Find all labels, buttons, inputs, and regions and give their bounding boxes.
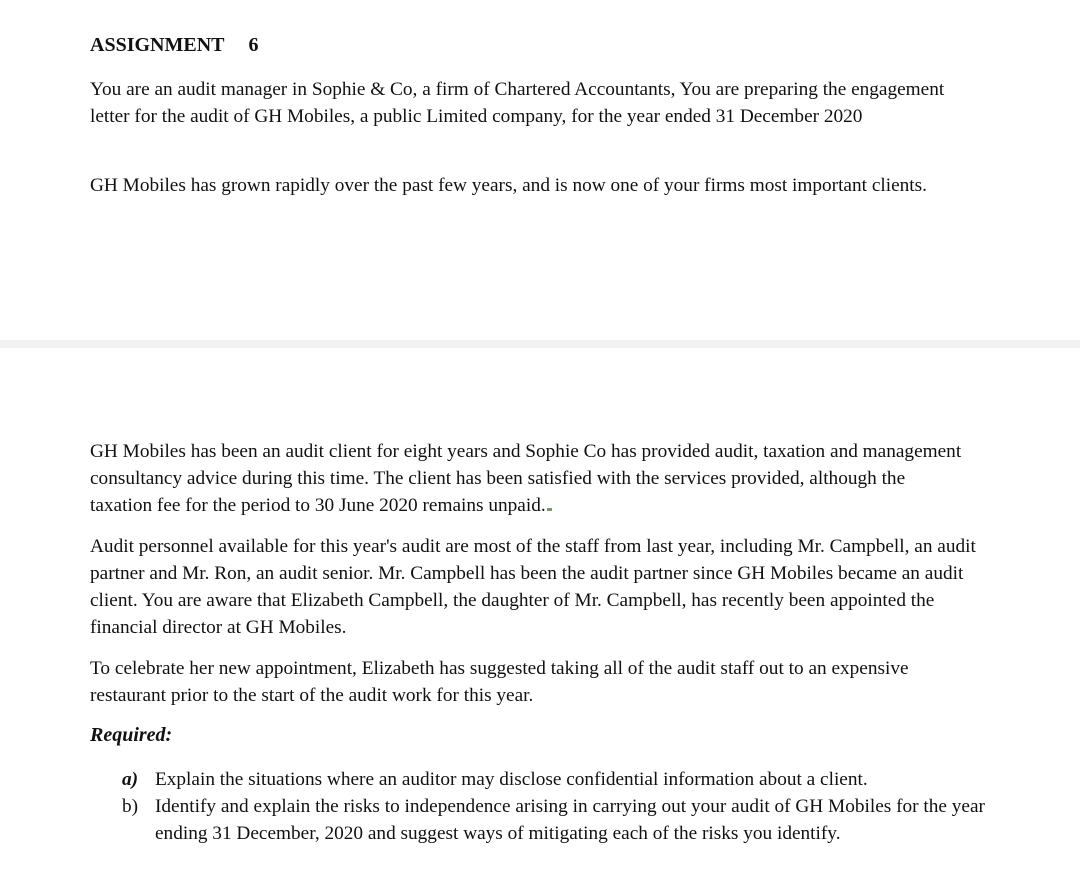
document-page-1 <box>0 0 1080 340</box>
client-history-paragraph <box>90 438 970 519</box>
question-marker: a) <box>122 769 139 790</box>
client-history-text: GH Mobiles has been an audit client for eight years and Sophie Co has provided audit, taxation and management consultancy advice during this time. The client has been satisfied with the services provided, although the taxation fee for the period to 30 June 2020 remains unpaid. <box>90 441 962 516</box>
personnel-paragraph: Audit personnel available for this year's audit are most of the staff from last year, including Mr. Campbell, an audit partner and Mr. Ron, an audit senior. Mr. Campbell has been the audit partner since GH Mobiles became an audit client. You are aware that Elizabeth Campbell, the daughter of Mr. Campbell, has recently been appointed the financial director at GH Mobiles. <box>90 536 976 638</box>
document-page-2 <box>0 348 1080 881</box>
intro-paragraph: You are an audit manager in Sophie & Co, a firm of Chartered Accountants, You are preparing the engagement letter for the audit of GH Mobiles, a public Limited company, for the year ended 31 December 2020 <box>90 79 945 127</box>
question-item-b <box>122 793 1002 847</box>
question-marker: b) <box>122 796 139 817</box>
edit-mark-icon <box>547 508 552 511</box>
question-text: Explain the situations where an auditor may disclose confidential information about a client. <box>155 769 868 790</box>
question-text: Identify and explain the risks to independence arising in carrying out your audit of GH Mobiles for the year ending 31 December, 2020 and suggest ways of mitigating each of the risks you identify. <box>155 796 985 844</box>
assignment-number: 6 <box>248 34 259 56</box>
assignment-label: ASSIGNMENT <box>90 34 225 56</box>
required-label: Required: <box>90 724 173 746</box>
celebration-paragraph: To celebrate her new appointment, Elizabeth has suggested taking all of the audit staff out to an expensive restaurant prior to the start of the audit work for this year. <box>90 658 909 706</box>
question-list <box>122 766 1002 847</box>
assignment-heading <box>90 34 258 57</box>
growth-paragraph: GH Mobiles has grown rapidly over the past few years, and is now one of your firms most important clients. <box>90 175 927 196</box>
page-separator <box>0 340 1080 348</box>
question-item-a <box>122 766 1002 793</box>
